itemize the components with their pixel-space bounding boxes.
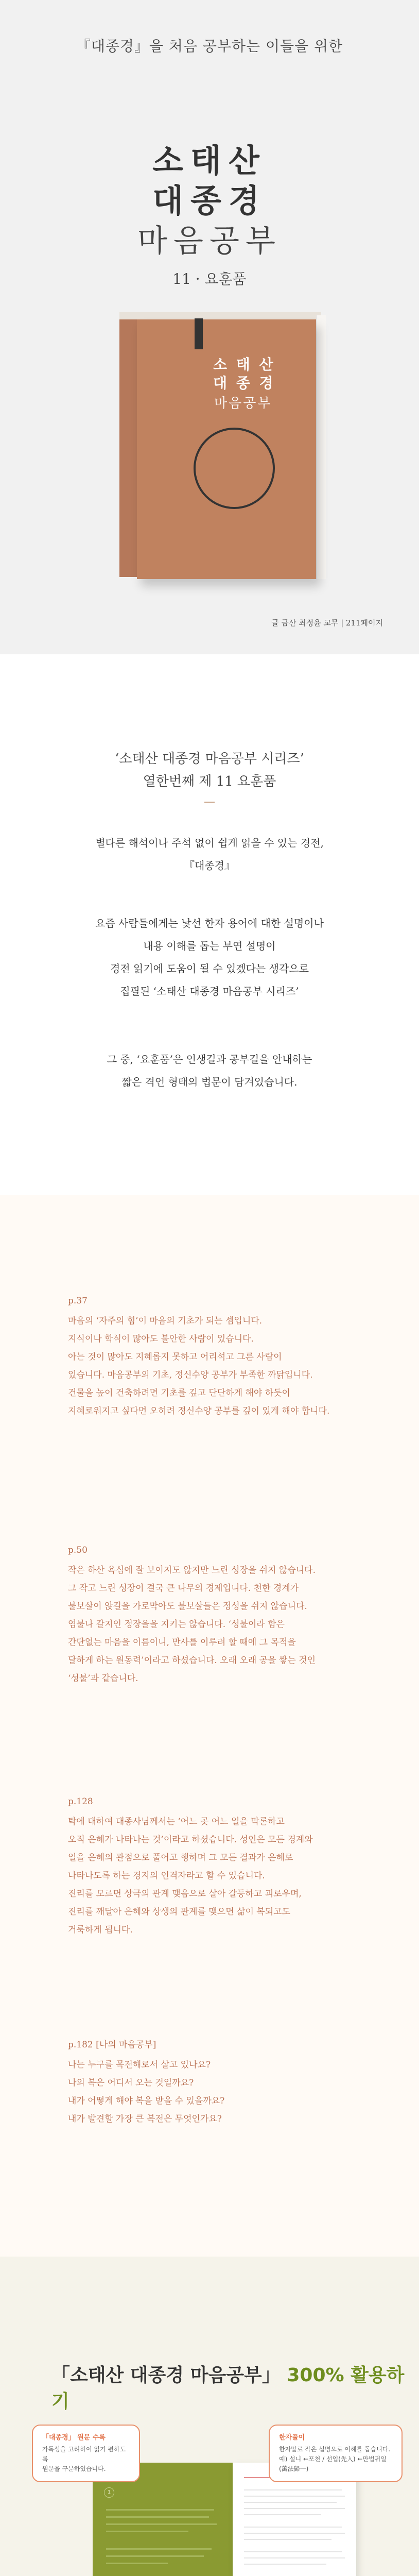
note-text: 가독성을 고려하여 읽기 편하도록 bbox=[42, 2446, 126, 2463]
note-text: 예) 설니 ←포천 / 선입(先入) ←만법귀일(萬法歸一) bbox=[279, 2455, 387, 2472]
quote-line: 간단없는 마음을 이름이니, 만사를 이루려 할 때에 그 목적을 bbox=[68, 1637, 296, 1648]
book-top-edge bbox=[119, 312, 321, 319]
quote-page-number: p.182 [나의 마음공부] bbox=[68, 2040, 156, 2050]
intro-text-line: 내용 이해를 돕는 부연 설명이 bbox=[143, 940, 276, 952]
quote-line: 불보살이 앉길을 가로막아도 불보살들은 정성을 쉬지 않습니다. bbox=[68, 1601, 307, 1612]
usage-title-prefix: 「소태산 대종경 마음공부」 bbox=[51, 2365, 281, 2386]
note-title: 한자풀이 bbox=[279, 2434, 305, 2442]
text-line bbox=[106, 2531, 188, 2532]
note-hanja bbox=[269, 2425, 403, 2482]
usage-title-highlight: 300% 활용하기 bbox=[51, 2365, 405, 2412]
book-cover-title bbox=[213, 355, 275, 393]
hero-section bbox=[0, 0, 419, 654]
book-circle-emblem bbox=[194, 428, 275, 509]
text-line bbox=[106, 2523, 217, 2525]
quote-line: 탁에 대하여 대종사님께서는 ‘어느 곳 어느 일을 막론하고 bbox=[68, 1817, 285, 1827]
intro-text-line: 『대종경』 bbox=[184, 859, 235, 872]
quote-line: 진리를 깨달아 은혜와 상생의 관계를 맺으면 삶이 복되고도 bbox=[68, 1907, 290, 1917]
book-cover-title-line2: 대 종 경 bbox=[213, 375, 275, 392]
quote-page-number: p.37 bbox=[68, 1296, 88, 1306]
quote-line: 진리를 모르면 상극의 관계 맺음으로 살아 갈등하고 괴로우며, bbox=[68, 1889, 302, 1899]
quote-line: 일을 은혜의 관점으로 풀어고 행하며 그 모든 결과가 은혜로 bbox=[68, 1853, 293, 1863]
quote-block bbox=[68, 1793, 356, 1939]
book-cover-title-line1: 소 태 산 bbox=[213, 356, 275, 373]
text-line bbox=[244, 2564, 326, 2565]
text-line bbox=[106, 2548, 212, 2550]
intro-paragraph-1 bbox=[0, 832, 419, 877]
quote-line: 있습니다. 마음공부의 기초, 정신수양 공부가 부족한 까닭입니다. bbox=[68, 1370, 313, 1380]
note-text: 원문을 구분하였습니다. bbox=[42, 2465, 106, 2472]
hero-title-line1: 소태산 bbox=[152, 142, 267, 179]
text-line bbox=[244, 2551, 342, 2552]
quote-line: 내가 발견할 가장 큰 복전은 무엇인가요? bbox=[68, 2114, 222, 2124]
text-line bbox=[106, 2509, 214, 2511]
divider bbox=[204, 802, 215, 803]
text-line bbox=[244, 2527, 342, 2528]
quote-page-number: p.128 bbox=[68, 1797, 93, 1807]
intro-heading-line1: ‘소태산 대종경 마음공부 시리즈’ bbox=[115, 751, 304, 767]
book-pages bbox=[316, 315, 326, 579]
quote-line: 그 작고 느린 성장이 결국 큰 나무의 경제입니다. 천한 경계가 bbox=[68, 1583, 299, 1594]
quote-block bbox=[68, 1292, 356, 1420]
text-line bbox=[106, 2555, 204, 2557]
text-line bbox=[244, 2514, 321, 2515]
quote-page-number: p.50 bbox=[68, 1545, 88, 1555]
quote-line: 나의 복은 어디서 오는 것일까요? bbox=[68, 2078, 194, 2088]
chapter-number-icon: 1 bbox=[104, 2487, 114, 2498]
text-line bbox=[244, 2502, 337, 2503]
intro-text-line: 짧은 격언 형태의 법문이 담겨있습니다. bbox=[121, 1076, 298, 1088]
quote-line: 거룩하게 됩니다. bbox=[68, 1925, 133, 1935]
book-volume-tab bbox=[195, 318, 203, 349]
intro-text-line: 요즘 사람들에게는 낯선 한자 용어에 대한 설명이나 bbox=[95, 917, 324, 929]
quote-block bbox=[68, 1541, 356, 1688]
intro-text-line: 집필된 ‘소태산 대종경 마음공부 시리즈’ bbox=[120, 985, 299, 997]
quote-line: 오직 은혜가 나타나는 것’이라고 하셨습니다. 성인은 모든 경계와 bbox=[68, 1835, 313, 1845]
quote-line: 건물을 높이 건축하려면 기초를 깊고 단단하게 해야 하듯이 bbox=[68, 1388, 290, 1398]
intro-text-line: 경전 읽기에 도움이 될 수 있겠다는 생각으로 bbox=[110, 962, 309, 975]
text-line bbox=[244, 2489, 342, 2490]
quote-line: 달하게 하는 원동력’이라고 하셨습니다. 오래 오래 공을 쌓는 것인 bbox=[68, 1655, 316, 1666]
quote-line: 아는 것이 많아도 지혜롭지 못하고 어리석고 그른 사람이 bbox=[68, 1352, 282, 1362]
quote-line: 마음의 ‘자주의 힘’이 마음의 기초가 되는 셈입니다. bbox=[68, 1316, 263, 1326]
hero-title-line3: 마음공부 bbox=[137, 223, 282, 259]
quote-block bbox=[68, 2036, 356, 2128]
intro-paragraph-2 bbox=[0, 912, 419, 1003]
text-line bbox=[244, 2508, 345, 2509]
quote-line: 나는 누구를 목전해로서 살고 있나요? bbox=[68, 2060, 211, 2070]
intro-heading-line2: 열한번째 제 11 요훈품 bbox=[143, 774, 276, 789]
quote-line: 작은 하산 욕심에 잘 보이지도 않지만 느린 성장을 쉬지 않습니다. bbox=[68, 1565, 316, 1575]
quote-line: 나타나도록 하는 경지의 인격자라고 할 수 있습니다. bbox=[68, 1871, 265, 1881]
note-original-text bbox=[32, 2425, 140, 2482]
author-info: 글 금산 최정윤 교무 | 211페이지 bbox=[271, 618, 383, 628]
publisher-logo-icon bbox=[272, 551, 292, 567]
text-line bbox=[106, 2563, 168, 2564]
text-line bbox=[244, 2533, 345, 2534]
usage-title bbox=[51, 2361, 419, 2413]
intro-paragraph-3 bbox=[0, 1048, 419, 1093]
text-line bbox=[106, 2516, 209, 2518]
note-title: 「대종경」 원문 수록 bbox=[42, 2434, 106, 2442]
hero-title-line2: 대종경 bbox=[152, 182, 267, 219]
hero-volume: 11 · 요훈품 bbox=[172, 270, 247, 287]
hero-subtitle: 『대종경』을 처음 공부하는 이들을 위한 bbox=[76, 38, 343, 55]
quote-line: 염불나 갈지인 정장을을 지키는 않습니다. ‘성불이라 함은 bbox=[68, 1619, 285, 1630]
book-spine bbox=[119, 319, 137, 577]
note-text: 한자말로 작은 설명으로 이해를 돕습니다. bbox=[279, 2446, 391, 2453]
text-line bbox=[244, 2557, 345, 2558]
text-line bbox=[244, 2496, 345, 2497]
quote-line: 지혜로워지고 싶다면 오히려 정신수양 공부를 깊이 있게 해야 합니다. bbox=[68, 1406, 330, 1416]
text-line bbox=[244, 2539, 331, 2540]
book-cover bbox=[137, 319, 316, 579]
intro-text-line: 그 중, ‘요훈품’은 인생길과 공부길을 안내하는 bbox=[107, 1053, 312, 1065]
book-cover-subtitle: 마음공부 bbox=[214, 396, 272, 411]
intro-text-line: 별다른 해석이나 주석 없이 쉽게 읽을 수 있는 경전, bbox=[95, 837, 324, 849]
quote-line: 지식이나 학식이 많아도 불안한 사람이 있습니다. bbox=[68, 1334, 254, 1344]
quote-line: 내가 어떻게 해야 복을 받을 수 있을까요? bbox=[68, 2096, 225, 2106]
quote-line: ‘성불’과 같습니다. bbox=[68, 1673, 138, 1684]
